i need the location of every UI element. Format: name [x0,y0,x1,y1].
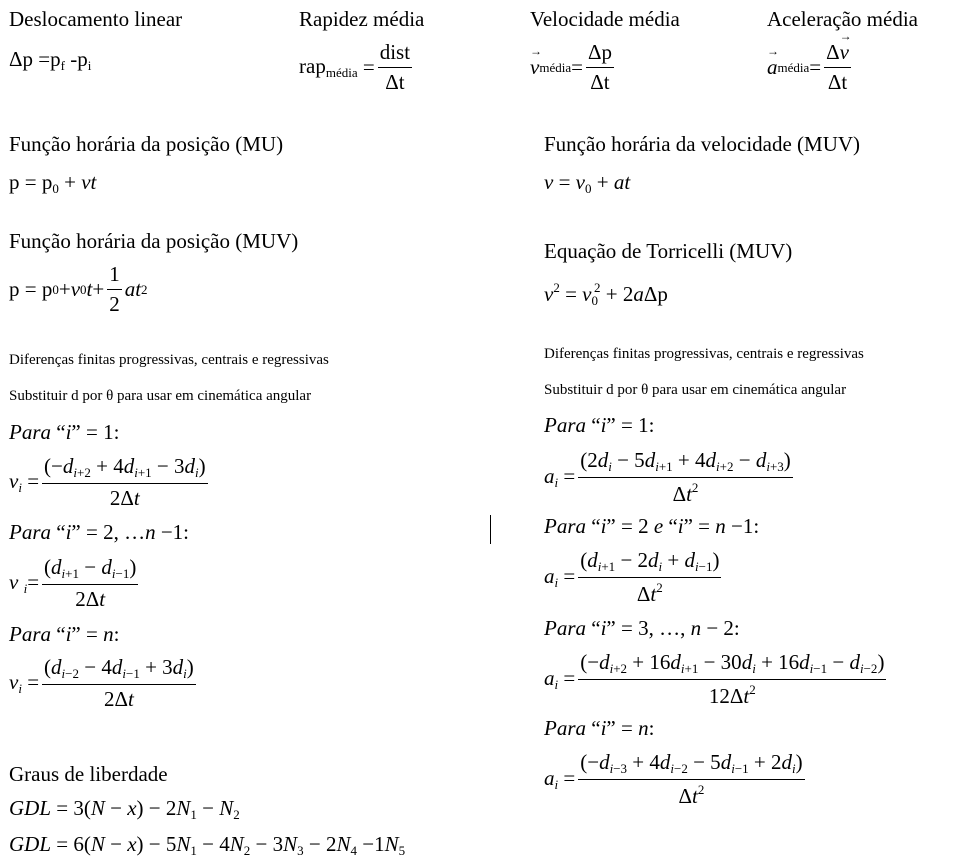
deslocamento-title: Deslocamento linear [9,7,183,31]
aceleracao-title: Aceleração média [767,7,918,31]
aceleracao-formula: → a média = $\frac{\Delta\to v}{\Delta t}$ [767,40,854,95]
gdl-formula-2: GDL = $6(N - x) - 5N_1 - 4N_2 - 3N_3 - 2N_4 -1N_5$ [9,832,406,858]
deslocamento-formula: $\Delta p =p_f$ $-p_i$ [9,47,92,73]
vel-muv-title: Função horária da velocidade (MUV) [544,132,861,156]
right-case-4: Para “i” = n: [544,716,655,740]
accel-eq-2: $a_i$ = $\frac{(d_{i+1} - 2d_i + d_{i-1})}{\Delta t^2}$ [544,548,720,606]
rapidez-title: Rapidez média [299,7,425,31]
velocity-eq-1: $v_i$ = $\frac{(-d_{i+2} + 4d_{i+1} - 3d_i)}{2\Delta t}$ [9,454,206,510]
right-diff-title: Diferenças finitas progressivas, centrais e regressivas [544,346,864,362]
torricelli-title: Equação de Torricelli (MUV) [544,239,793,263]
velocity-eq-3: $v_i$ = $\frac{(d_{i-2} - 4d_{i-1} + 3d_i)}{2\Delta t}$ [9,655,194,711]
velocity-eq-2: v $_i$= $\frac{(d_{i+1} - d_{i-1})}{2\Delta t}$ [9,555,137,611]
cursor-line [490,515,491,544]
left-subst-note: Substituir d por θ para usar em cinemática angular [9,388,312,404]
accel-eq-3: $a_i$ = $\frac{(-d_{i+2} + 16d_{i+1} - 30d_i + 16d_{i-1} - d_{i-2})}{12\Delta t^2}$ [544,650,885,708]
pos-mu-formula: $p = p_0$ + vt [9,170,97,196]
left-case-2: Para “i” = 2, …n −1: [9,520,190,544]
pos-muv-title: Função horária da posição (MUV) [9,229,299,253]
right-case-2: Para “i” = 2 e “i” = n −1: [544,514,760,538]
vel-muv-formula: $v = v_0$ + at [544,170,631,196]
right-case-3: Para “i” = 3, …, n − 2: [544,616,740,640]
right-subst-note: Substituir d por θ para usar em cinemática angular [544,382,847,398]
accel-eq-1: $a_i$ = $\frac{(2d_i - 5d_{i+1} + 4d_{i+2} - d_{i+3})}{\Delta t^2}$ [544,448,791,506]
rapidez-formula: rap$_{média}$ = $\frac{\text{dist}}{\Delta t}$ [299,40,411,94]
left-diff-title: Diferenças finitas progressivas, centrais e regressivas [9,352,329,368]
gdl-title: Graus de liberdade [9,762,168,786]
torricelli-formula: $v^2 = v_0^2 + 2a\Delta p$ [544,280,668,308]
pos-muv-formula: p = p 0 + v 0 t + $\frac{1}{2}$ at 2 [9,262,148,316]
left-case-3: Para “i” = n: [9,622,120,646]
velocidade-formula: → v média = $\frac{\Delta p}{\Delta t}$ [530,40,617,95]
velocidade-title: Velocidade média [530,7,680,31]
pos-mu-title: Função horária da posição (MU) [9,132,284,156]
accel-eq-4: $a_i$ = $\frac{(-d_{i-3} + 4d_{i-2} - 5d_{i-1} + 2d_i)}{\Delta t^2}$ [544,750,803,808]
left-case-1: Para “i” = 1: [9,420,120,444]
right-case-1: Para “i” = 1: [544,413,655,437]
gdl-formula-1: GDL = $3(N - x) - 2N_1 - N_2$ [9,796,240,822]
